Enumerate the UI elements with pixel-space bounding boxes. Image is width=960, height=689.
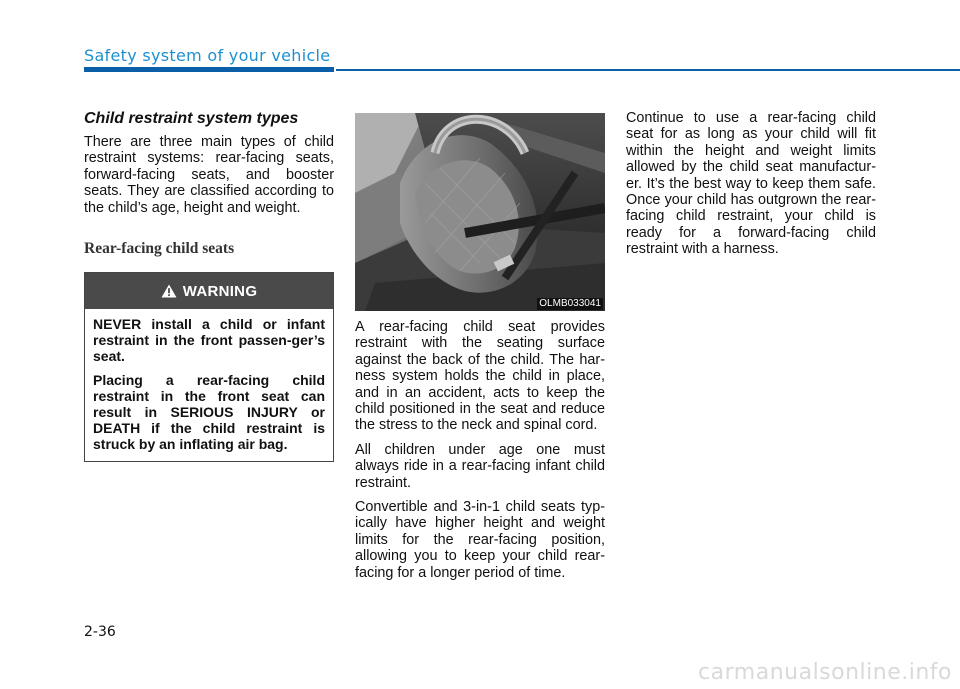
warning-body <box>85 309 333 461</box>
rear-facing-seat-photo <box>355 113 605 311</box>
warning-paragraph: NEVER install a child or infant restraint in the front passen-ger’s seat. <box>93 316 325 365</box>
section-heading: Child restraint system types <box>84 110 299 127</box>
warning-label: WARNING <box>182 282 258 300</box>
warning-box <box>84 272 334 462</box>
header-rule-thick <box>84 67 334 72</box>
right-column <box>626 110 876 266</box>
warning-triangle-icon <box>161 284 177 298</box>
body-paragraph: Convertible and 3-in-1 child seats typ-ically have higher height and weight limits for the rear-facing position, allowing you to keep your child rear-facing for a longer period of time. <box>355 499 605 581</box>
section-title: Safety system of your vehicle <box>84 46 331 65</box>
intro-paragraph: There are three main types of child restraint systems: rear-facing seats, forward-facing seats, and booster seats. They are classified according to the child’s age, height and weight. <box>84 134 334 216</box>
left-column <box>84 110 334 462</box>
subsection-heading: Rear-facing child seats <box>84 240 235 258</box>
body-paragraph: A rear-facing child seat provides restraint with the seating surface against the back of the child. The har-ness system holds the child in place, and in an accident, acts to keep the child positioned in the seat and reduce the stress to the neck and spinal cord. <box>355 319 605 434</box>
image-code: OLMB033041 <box>539 298 601 309</box>
warning-header <box>85 273 333 309</box>
header-rule-thin <box>336 69 960 71</box>
watermark-text: carmanualsonline.info <box>698 660 952 685</box>
page-number: 2-36 <box>84 624 116 640</box>
warning-paragraph: Placing a rear-facing child restraint in the front seat can result in SERIOUS INJURY or DEATH if the child restraint is struck by an inflating air bag. <box>93 371 325 453</box>
middle-column <box>355 113 605 589</box>
body-paragraph: Continue to use a rear-facing child seat for as long as your child will fit within the height and weight limits allowed by the child seat manufactur-er. It’s the best way to keep them safe. Once your child has outgrown the rear-facing child restraint, your child is ready for a forward-facing child restraint with a harness. <box>626 110 876 258</box>
body-paragraph: All children under age one must always ride in a rear-facing infant child restraint. <box>355 441 605 491</box>
